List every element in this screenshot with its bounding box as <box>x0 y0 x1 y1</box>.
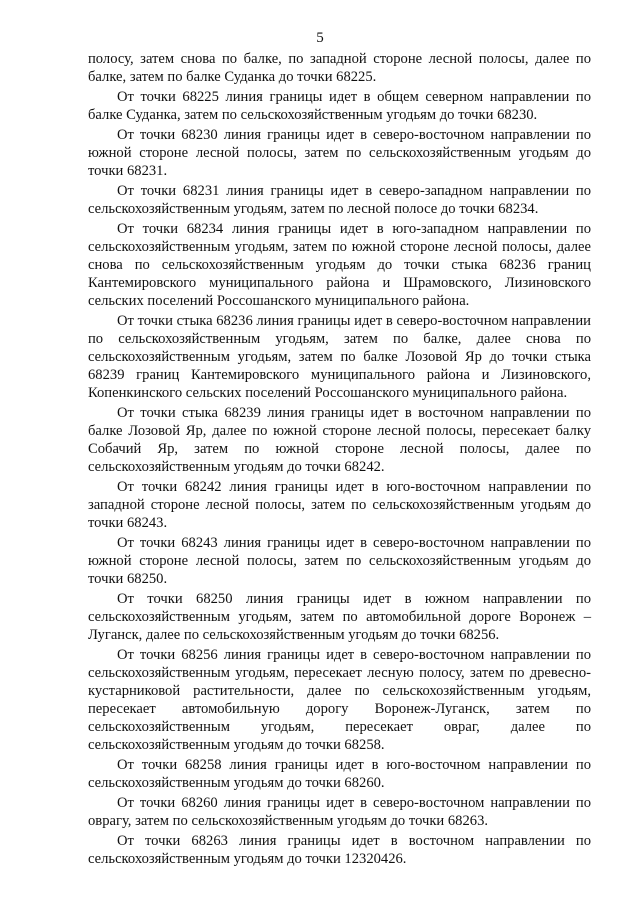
paragraph-point-68256: От точки 68256 линия границы идет в северо-восточном направлении по сельскохозяйственным угодьям, пересекает лесную полосу, затем по древесно-кустарниковой растительности, далее по сельскохозяйственным угодьям, пересекает автомобильную дорогу Воронеж-Луганск, затем по сельскохозяйственным угодьям, пересекает овраг, далее по сельскохозяйственным угодьям до точки 68258. <box>88 647 591 753</box>
paragraph-point-68239: От точки стыка 68239 линия границы идет в восточном направлении по балке Лозовой Яр, далее по южной стороне лесной полосы, пересекает балку Собачий Яр, затем по южной стороне лесной полосы, далее по сельскохозяйственным угодьям до точки 68242. <box>88 405 591 475</box>
paragraph-point-68263: От точки 68263 линия границы идет в восточном направлении по сельскохозяйственным угодьям до точки 12320426. <box>88 833 591 867</box>
paragraph-point-68236: От точки стыка 68236 линия границы идет в северо-восточном направлении по сельскохозяйственным угодьям, затем по балке, далее снова по сельскохозяйственным угодьям, затем по балке Лозовой Яр до точки стыка 68239 границ Кантемировского муниципального района и Лизиновского, Копенкинского сельских поселений Россошанского муниципального района. <box>88 313 591 401</box>
page-number: 5 <box>316 30 324 46</box>
paragraph-point-68230: От точки 68230 линия границы идет в северо-восточном направлении по южной стороне лесной полосы, затем по сельскохозяйственным угодьям до точки 68231. <box>88 127 591 179</box>
paragraph-point-68250: От точки 68250 линия границы идет в южном направлении по сельскохозяйственным угодьям, затем по автомобильной дороге Воронеж – Луганск, далее по сельскохозяйственным угодьям до точки 68256. <box>88 591 591 643</box>
paragraph-point-68260: От точки 68260 линия границы идет в северо-восточном направлении по оврагу, затем по сельскохозяйственным угодьям до точки 68263. <box>88 795 591 829</box>
paragraph-point-68243: От точки 68243 линия границы идет в северо-восточном направлении по южной стороне лесной полосы, затем по сельскохозяйственным угодьям до точки 68250. <box>88 535 591 587</box>
paragraph-point-68225: От точки 68225 линия границы идет в общем северном направлении по балке Суданка, затем по сельскохозяйственным угодьям до точки 68230. <box>88 89 591 123</box>
document-body <box>88 50 591 870</box>
paragraph-point-68234: От точки 68234 линия границы идет в юго-западном направлении по сельскохозяйственным угодьям, затем по южной стороне лесной полосы, далее снова по сельскохозяйственным угодьям до точки стыка 68236 границ Кантемировского муниципального района и Шрамовского, Лизиновского сельских поселений Россошанского муниципального района. <box>88 221 591 309</box>
paragraph-point-68231: От точки 68231 линия границы идет в северо-западном направлении по сельскохозяйственным угодьям, затем по лесной полосе до точки 68234. <box>88 183 591 217</box>
paragraph-point-68258: От точки 68258 линия границы идет в юго-восточном направлении по сельскохозяйственным угодьям до точки 68260. <box>88 757 591 791</box>
paragraph-continuation: полосу, затем снова по балке, по западной стороне лесной полосы, далее по балке, затем по балке Суданка до точки 68225. <box>88 51 591 85</box>
paragraph-point-68242: От точки 68242 линия границы идет в юго-восточном направлении по западной стороне лесной полосы, затем по сельскохозяйственным угодьям до точки 68243. <box>88 479 591 531</box>
